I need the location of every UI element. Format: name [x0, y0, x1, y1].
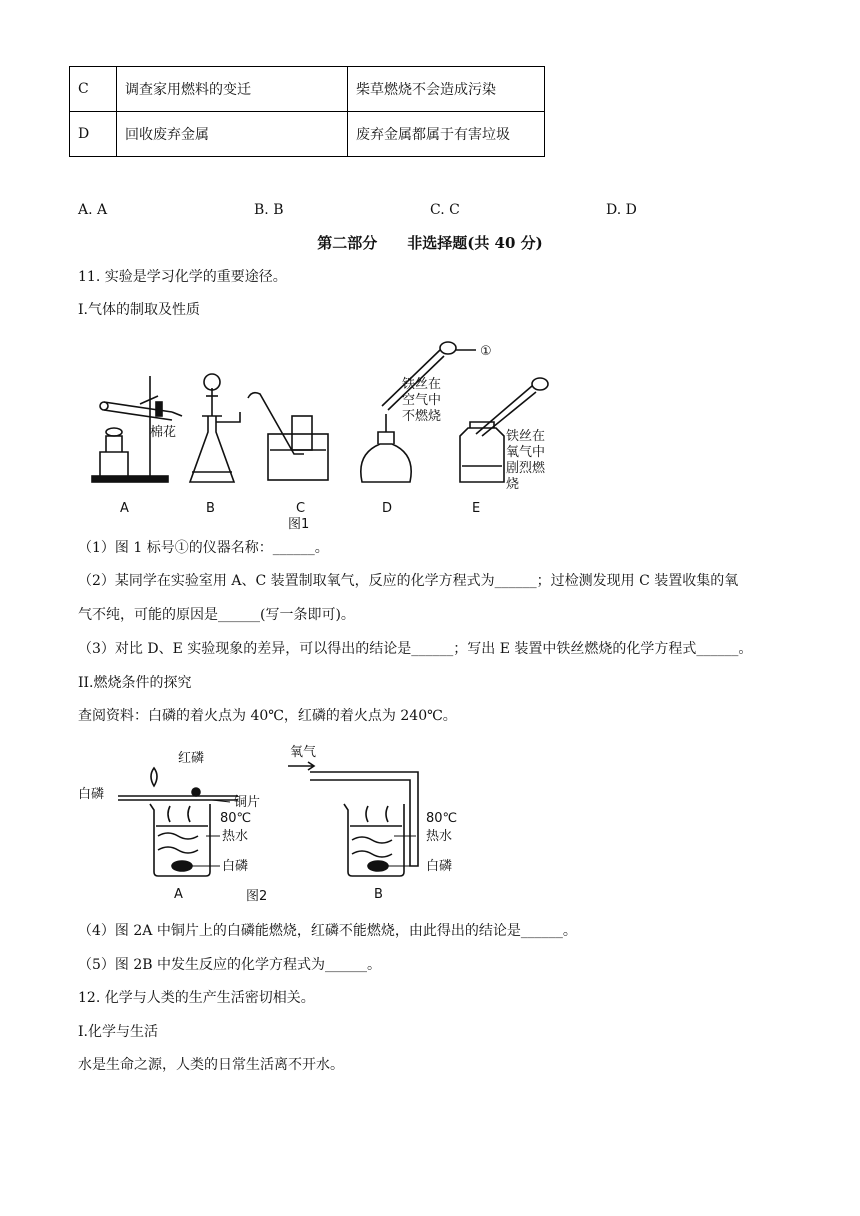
fig1-e-note-4: 烧	[506, 477, 520, 492]
q11-sub4: （4）图 2A 中铜片上的白磷能燃烧，红磷不能燃烧，由此得出的结论是______。	[78, 923, 577, 939]
choice-c: C. C	[430, 202, 460, 218]
choice-b: B. B	[254, 202, 284, 218]
fig1-marker: ①	[480, 344, 492, 359]
fig1-d-note-1: 铁丝在	[402, 377, 442, 392]
fig2-white-p-top: 白磷	[78, 787, 105, 802]
q12-line: 水是生命之源，人类的日常生活离不开水。	[78, 1057, 344, 1073]
fig1-e-note-3: 剧烈燃	[506, 461, 546, 476]
row-letter: C	[70, 67, 117, 112]
fig2-white-p-a: 白磷	[222, 859, 249, 874]
fig2-hot-water-a: 热水	[222, 829, 249, 844]
fig2-temp-a: 80℃	[220, 811, 252, 826]
q11-sub2-line2: 气不纯，可能的原因是______(写一条即可)。	[78, 607, 355, 623]
fig1-d-note-2: 空气中	[402, 393, 442, 408]
row-knowledge: 柴草燃烧不会造成污染	[348, 67, 545, 112]
choice-d: D. D	[606, 202, 637, 218]
fig1-e-note-2: 氧气中	[506, 445, 546, 460]
options-table	[69, 66, 545, 157]
fig1-caption: 图1	[288, 517, 310, 530]
row-knowledge: 废弃金属都属于有害垃圾	[348, 112, 545, 157]
fig2-label-a: A	[174, 887, 183, 902]
fig2-copper: 铜片	[234, 795, 261, 810]
row-activity: 调查家用燃料的变迁	[117, 67, 348, 112]
fig2-label-b: B	[374, 887, 383, 902]
row-letter: D	[70, 112, 117, 157]
q11-part2-title: II.燃烧条件的探究	[78, 675, 192, 691]
table-row	[70, 67, 545, 112]
fig2-oxygen: 氧气	[290, 745, 317, 760]
fig2-red-p: 红磷	[178, 751, 205, 766]
fig2-caption: 图2	[246, 889, 268, 904]
fig1-label-c: C	[296, 501, 306, 516]
q11-info: 查阅资料：白磷的着火点为 40℃，红磷的着火点为 240℃。	[78, 708, 457, 724]
fig1-label-d: D	[382, 501, 393, 516]
fig1-e-note-1: 铁丝在	[506, 429, 546, 444]
fig2-white-p-b: 白磷	[426, 859, 453, 874]
q11-stem: 11. 实验是学习化学的重要途径。	[78, 269, 287, 285]
table-row	[70, 112, 545, 157]
q12-part1-title: I.化学与生活	[78, 1024, 158, 1040]
figure-2	[78, 740, 478, 910]
figure-1	[80, 336, 580, 530]
q11-part1-title: I.气体的制取及性质	[78, 302, 200, 318]
fig2-temp-b: 80℃	[426, 811, 458, 826]
fig1-d-note-3: 不燃烧	[402, 409, 442, 424]
q11-sub2-line1: （2）某同学在实验室用 A、C 装置制取氧气，反应的化学方程式为______；过检测发现用 C 装置收集的氧	[78, 573, 739, 589]
choice-a: A. A	[78, 202, 108, 218]
q12-stem: 12. 化学与人类的生产生活密切相关。	[78, 990, 315, 1006]
q11-sub3: （3）对比 D、E 实验现象的差异，可以得出的结论是______；写出 E 装置中铁丝燃烧的化学方程式______。	[78, 641, 753, 657]
q11-sub1: （1）图 1 标号①的仪器名称：______。	[78, 540, 329, 556]
row-activity: 回收废弃金属	[117, 112, 348, 157]
fig1-cotton-label: 棉花	[150, 425, 177, 440]
fig1-label-b: B	[206, 501, 215, 516]
q11-sub5: （5）图 2B 中发生反应的化学方程式为______。	[78, 957, 382, 973]
fig1-label-e: E	[472, 501, 481, 516]
fig1-label-a: A	[120, 501, 129, 516]
fig2-hot-water-b: 热水	[426, 829, 453, 844]
section-title: 第二部分 非选择题(共 40 分)	[317, 234, 543, 252]
